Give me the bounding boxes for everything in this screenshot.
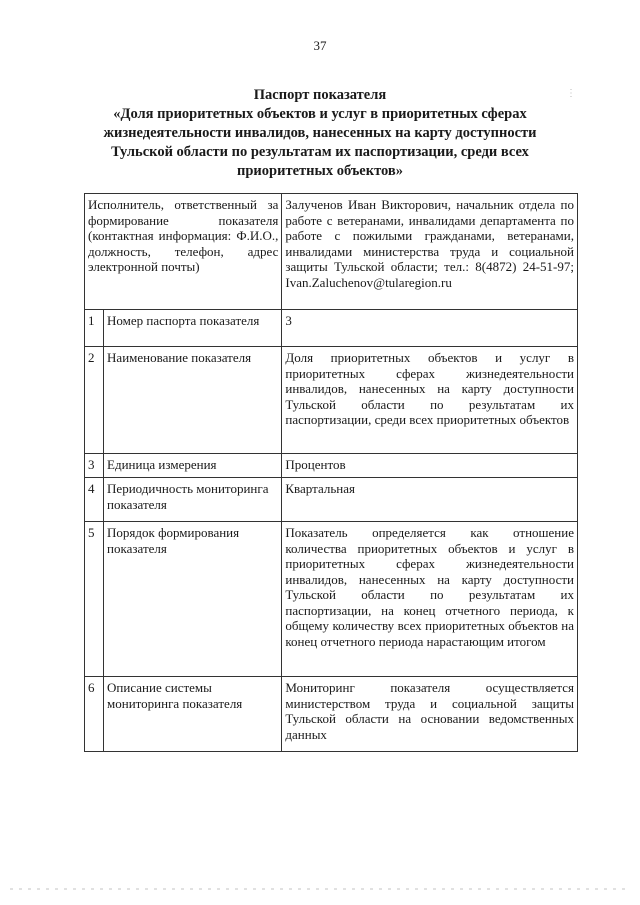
page-number: 37 xyxy=(313,38,327,53)
row-label: Наименование показателя xyxy=(104,347,282,454)
row-value: Квартальная xyxy=(282,478,578,522)
title-line: Паспорт показателя xyxy=(253,87,387,103)
row-number: 5 xyxy=(85,522,104,677)
row-value: Доля приоритетных объектов и услуг в приоритетных сферах жизнедеятельности инвалидов, нанесенных на карту доступности Тульской области по результатам их паспортизации, среди всех приоритетных объектов xyxy=(282,347,578,454)
table-row xyxy=(85,454,578,478)
document-title xyxy=(90,86,550,181)
title-line: приоритетных объектов» xyxy=(237,163,403,179)
title-line: Тульской области по результатам их паспортизации, среди всех xyxy=(111,144,529,160)
table-row xyxy=(85,347,578,454)
row-number: 6 xyxy=(85,677,104,752)
executor-value: Залученов Иван Викторович, начальник отдела по работе с ветеранами, инвалидами департамента по работе с пожилыми гражданами, ветеранами, инвалидами министерства труда и социальной защиты Тульской области; тел.: 8(4872) 24-51-97; Ivan.Zaluchenov@tularegion.ru xyxy=(282,194,578,310)
table-row xyxy=(85,677,578,752)
table-row xyxy=(85,522,578,677)
row-value: Мониторинг показателя осуществляется министерством труда и социальной защиты Тульской области на основании ведомственных данных xyxy=(282,677,578,752)
row-value: 3 xyxy=(282,310,578,347)
title-line: «Доля приоритетных объектов и услуг в приоритетных сферах xyxy=(113,106,527,122)
table-row xyxy=(85,310,578,347)
row-number: 2 xyxy=(85,347,104,454)
scan-mark: ⋮ xyxy=(566,88,576,99)
row-label: Порядок формирования показателя xyxy=(104,522,282,677)
title-line: жизнедеятельности инвалидов, нанесенных на карту доступности xyxy=(103,125,537,141)
row-value: Процентов xyxy=(282,454,578,478)
row-label: Описание системы мониторинга показателя xyxy=(104,677,282,752)
row-label: Номер паспорта показателя xyxy=(104,310,282,347)
table-row xyxy=(85,478,578,522)
scan-artifact xyxy=(10,888,630,890)
row-label: Единица измерения xyxy=(104,454,282,478)
row-number: 4 xyxy=(85,478,104,522)
row-number: 1 xyxy=(85,310,104,347)
passport-table xyxy=(84,193,578,752)
row-number: 3 xyxy=(85,454,104,478)
table-row-executor xyxy=(85,194,578,310)
executor-label: Исполнитель, ответственный за формирование показателя (контактная информация: Ф.И.О., должность, телефон, адрес электронной почты) xyxy=(85,194,282,310)
row-label: Периодичность мониторинга показателя xyxy=(104,478,282,522)
row-value: Показатель определяется как отношение количества приоритетных объектов и услуг в приоритетных сферах жизнедеятельности инвалидов, нанесенных на карту доступности Тульской области по результатам их паспортизации, на конец отчетного периода, к общему количеству всех приоритетных объектов на конец отчетного периода нарастающим итогом xyxy=(282,522,578,677)
